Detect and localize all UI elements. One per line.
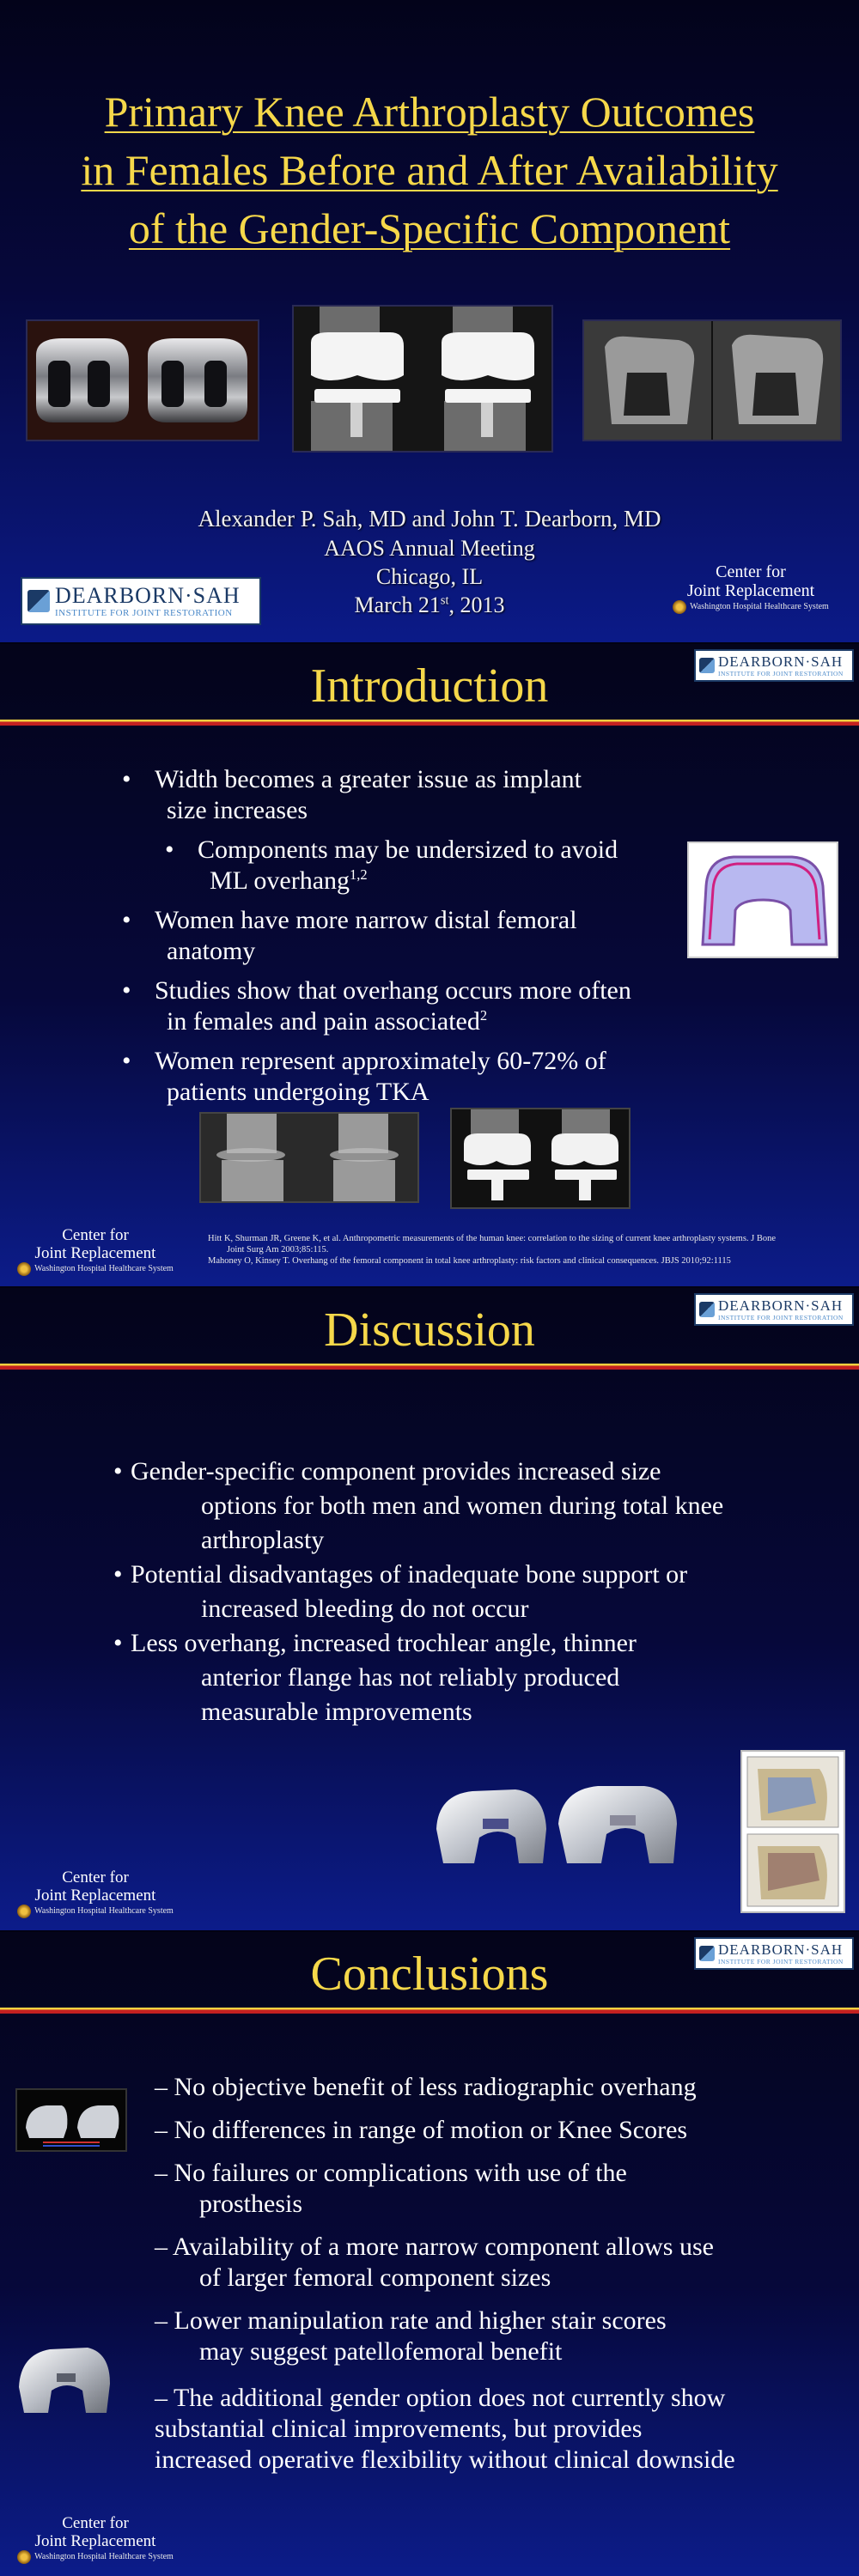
list-item: • Components may be undersized to avoid ML overhang$^{1,2}$ <box>120 835 704 896</box>
list-item: – Lower manipulation rate and higher stair scores may suggest patellofemoral benefit <box>155 2306 667 2366</box>
list-item: • Gender-specific component provides increased size options for both men and women during total knee arthroplasty <box>113 1455 766 1558</box>
title-line-1: Primary Knee Arthroplasty Outcomes <box>104 88 755 136</box>
meeting-location: Chicago, IL <box>375 564 484 589</box>
logo-mark-icon <box>699 1946 715 1961</box>
list-item: – Availability of a more narrow component allows use of larger femoral component sizes <box>155 2233 714 2292</box>
list-item: • Studies show that overhang occurs more often in females and pain associated$^2$ <box>120 975 704 1037</box>
hospital-emblem-icon <box>17 1905 31 1918</box>
list-item: • Less overhang, increased trochlear angle, thinner anterior flange has not reliably produced measurable improvements <box>113 1626 766 1729</box>
hospital-emblem-icon <box>17 1262 31 1276</box>
knee-xray-implant-image <box>450 1108 631 1209</box>
femoral-component-image <box>14 2336 115 2418</box>
list-item: • Width becomes a greater issue as implant size increases <box>120 764 704 826</box>
discussion-bullets <box>113 1455 766 1729</box>
femur-outline-image <box>687 841 838 958</box>
center-joint-replacement-logo: Center for Joint Replacement Washington Hospital Healthcare System <box>656 562 845 614</box>
meeting-name: AAOS Annual Meeting <box>324 536 535 561</box>
list-item: – The additional gender option does not currently show substantial clinical improvements, but provides increased operative flexibility without clinical downside <box>155 2384 735 2474</box>
dearborn-sah-logo: DEARBORN·SAH INSTITUTE FOR JOINT RESTORATION <box>694 1937 854 1970</box>
list-item: • Potential disadvantages of inadequate bone support or increased bleeding do not occur <box>113 1558 766 1626</box>
title-divider <box>0 2008 859 2014</box>
center-joint-replacement-logo: Center for Joint Replacement Washington Hospital Healthcare System <box>5 1226 186 1276</box>
logo-mark-icon <box>699 1302 715 1317</box>
conclusions-list <box>155 2072 825 2488</box>
femoral-components-image <box>430 1769 687 1872</box>
implant-photo <box>26 319 259 441</box>
logo-mark-icon <box>699 658 715 673</box>
introduction-title: Introduction <box>310 659 549 713</box>
femoral-model-image <box>582 319 842 441</box>
hospital-emblem-icon <box>673 600 686 614</box>
center-joint-replacement-logo: Center for Joint Replacement Washington Hospital Healthcare System <box>5 2514 186 2564</box>
comparison-thumbnail-image <box>15 2088 127 2152</box>
title-divider <box>0 720 859 726</box>
title-divider <box>0 1364 859 1370</box>
references: Hitt K, Shurman JR, Greene K, et al. Anthropometric measurements of the human knee: correlation to the sizing of current knee arthroplasty systems. J Bone Joint Surg Am 2003;85:115. Mahoney O, Kinsey T. Overhang of the femoral component in total knee arthroplasty: risk factors and clinical consequences. JBJS 2010;92:1115 <box>208 1234 777 1266</box>
title-line-2: in Females Before and After Availability <box>81 146 778 194</box>
title-slide <box>0 0 859 642</box>
conclusions-slide <box>0 1932 859 2576</box>
list-item: – No differences in range of motion or Knee Scores <box>155 2116 688 2144</box>
dearborn-sah-logo: DEARBORN·SAH INSTITUTE FOR JOINT RESTORATION <box>694 1293 854 1326</box>
dearborn-sah-logo: DEARBORN·SAH INSTITUTE FOR JOINT RESTORATION <box>21 577 261 625</box>
meeting-date: March 21st, 2013 <box>354 592 505 617</box>
dearborn-sah-logo: DEARBORN·SAH INSTITUTE FOR JOINT RESTORATION <box>694 649 854 682</box>
hospital-emblem-icon <box>17 2550 31 2564</box>
knee-xray-image <box>199 1112 419 1203</box>
logo-mark-icon <box>27 590 50 612</box>
authors: Alexander P. Sah, MD and John T. Dearborn, MD <box>198 506 661 532</box>
list-item: • Women have more narrow distal femoral anatomy <box>120 905 704 967</box>
discussion-title: Discussion <box>324 1303 535 1357</box>
list-item: – No objective benefit of less radiographic overhang <box>155 2073 697 2101</box>
discussion-slide <box>0 1288 859 1930</box>
poster-title <box>0 82 859 258</box>
conclusions-title: Conclusions <box>310 1947 549 2001</box>
femur-sizing-image <box>740 1750 845 1913</box>
introduction-bullets <box>120 764 704 1116</box>
knee-xray-image <box>292 305 553 453</box>
list-item: • Women represent approximately 60-72% of patients undergoing TKA <box>120 1046 704 1108</box>
title-line-3: of the Gender-Specific Component <box>128 204 731 252</box>
introduction-slide <box>0 644 859 1286</box>
center-joint-replacement-logo: Center for Joint Replacement Washington Hospital Healthcare System <box>5 1868 186 1918</box>
list-item: – No failures or complications with use of the prosthesis <box>155 2159 627 2218</box>
